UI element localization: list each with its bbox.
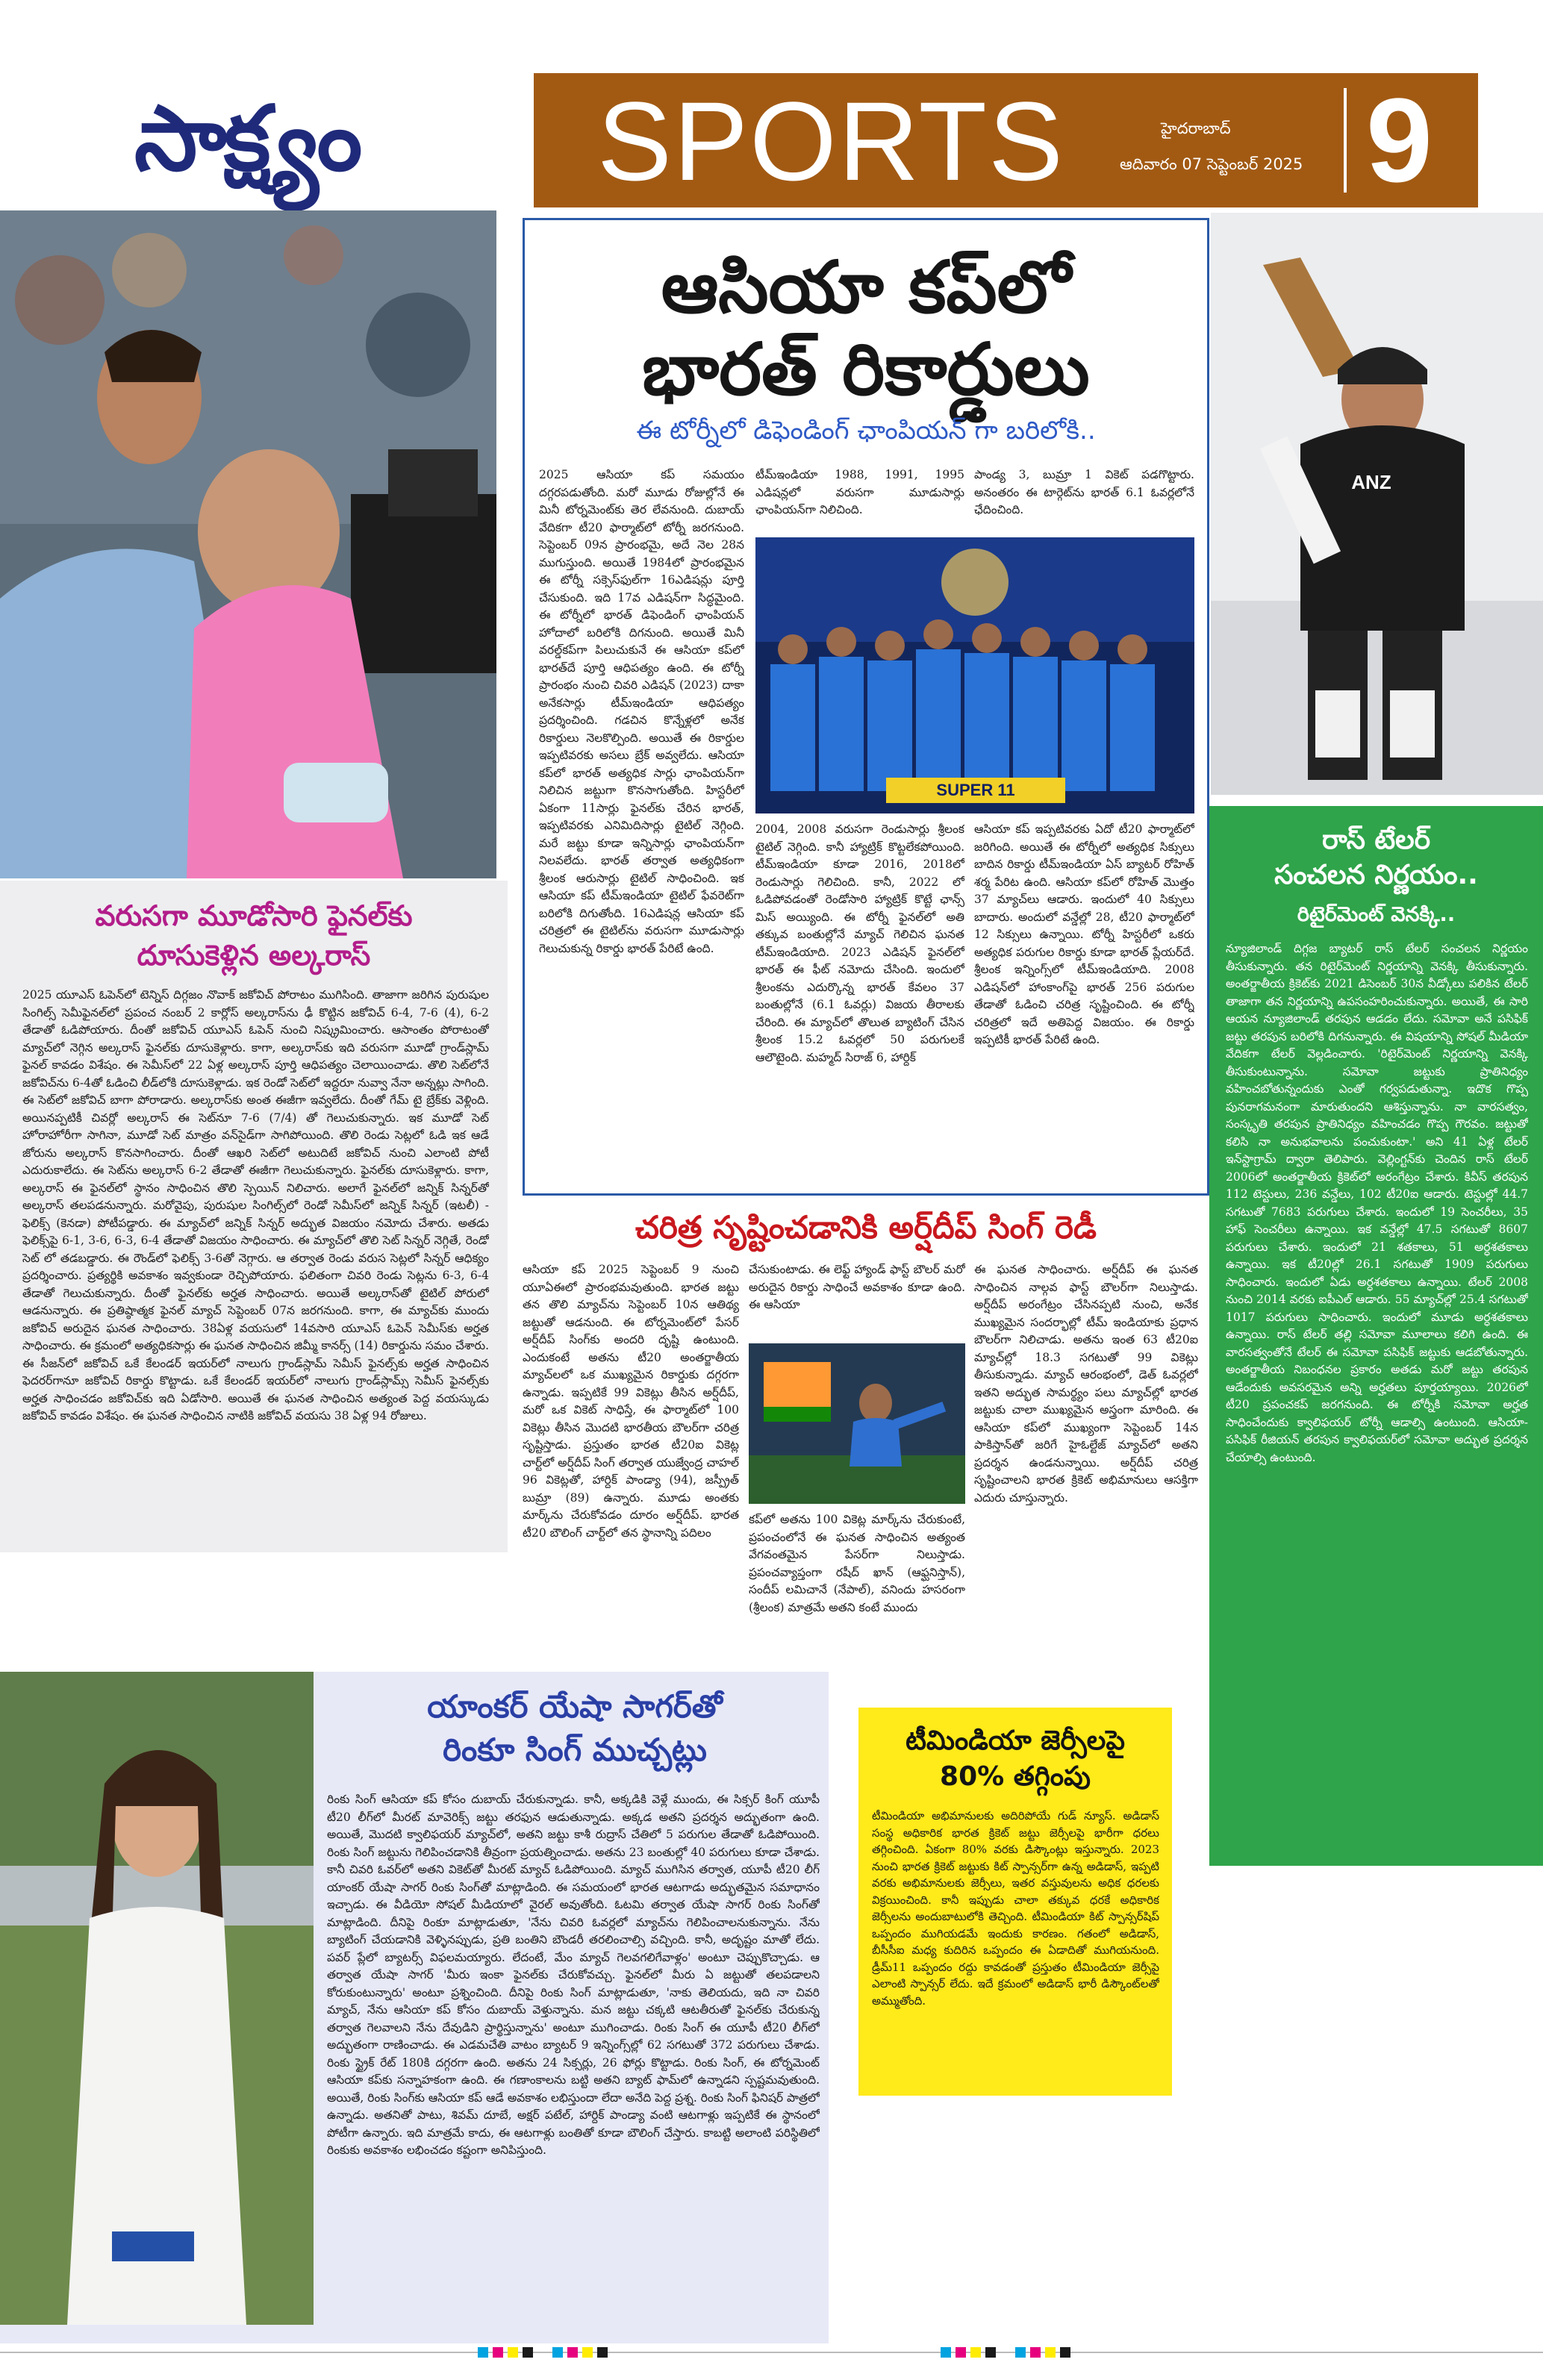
jersey-headline-line1: టీమిండియా జెర్సీలపై bbox=[905, 1725, 1125, 1756]
lead-col3-top-text: పాండ్య 3, బుమ్రా 1 వికెట్ పడగొట్టారు. అనంతరం ఈ టార్గెట్‌ను భారత్ 6.1 ఓవర్లలోనే ఛేదించింది. bbox=[974, 468, 1194, 516]
yesha-sagar-photo bbox=[0, 1672, 314, 2325]
yesha-headline-line1: యాంకర్ యేషా సాగర్‌తో bbox=[427, 1688, 723, 1725]
arshdeep-col2-top-text: చేసుకుంటాడు. ఈ లెఫ్ట్ హ్యాండ్ ఫాస్ట్ బౌలర్ మరో అరుదైన రికార్డు సాధించే అవకాశం కూడా ఉంది. ఈ ఆసియా bbox=[749, 1263, 965, 1311]
lead-column-3-top bbox=[974, 466, 1194, 534]
arshdeep-headline: చరిత్ర సృష్టించడానికి అర్ష్‌దీప్ సింగ్ రెడీ bbox=[635, 1209, 1097, 1246]
alcaraz-headline-line1: వరుసగా మూడోసారి ఫైనల్‌కు bbox=[95, 899, 413, 932]
lead-column-2-bottom bbox=[755, 821, 964, 1187]
ross-headline-line1: రాస్ టేలర్ bbox=[1321, 825, 1431, 855]
jersey-body-column bbox=[872, 1808, 1159, 2091]
lead-column-1 bbox=[539, 466, 744, 1183]
arshdeep-column-1 bbox=[523, 1261, 739, 1672]
lead-column-3-bottom bbox=[974, 821, 1194, 1187]
ross-body-column bbox=[1226, 940, 1528, 1858]
alcaraz-body-text: 2025 యూఎస్ ఓపెన్‌లో టెన్నిస్ దిగ్గజం నొవాక్ జకోవిచ్ పోరాటం ముగిసింది. తాజాగా జరిగిన పురుషుల సింగిల్స్ సెమీఫైనల్‌లో ప్రపంచ నంబర్ 2 కార్లోస్ అల్కరాస్‌ను ఢీ కొట్టిన జకోవిచ్ 6-4, 7-6 (4), 6-2 తేడాతో ఓడిపోయారు. దీంతో జకోవిచ్ యూఎస్ ఓపెన్ నుంచి నిష్క్రమించారు. ఆసాంతం పోరాటంతో మ్యాచ్‌లో నెగ్గిన అల్కరాస్ ఫైనల్‌కు దూసుకెళ్లారు. కాగా, అల్కరాస్‌కు ఇది వరుసగా మూడో గ్రాండ్‌స్లామ్ ఫైనల్ కావడం విశేషం. ఈ సెమీస్‌లో 22 ఏళ్ల అల్కరాస్ పూర్తి ఆధిపత్యం చెలాయించాడు. తొలి సెట్‌లోనే జకోవిచ్‌ను 6-4తో ఓడించి లీడ్‌లోకి దూసుకెళ్లాడు. ఇక రెండో సెట్‌లో ఇద్దరూ నువ్వా నేనా అన్నట్లు సాగింది. ఈ సెట్‌లో జకోవిచ్ బాగా పోరాడారు. అల్కరాస్‌కు అంత ఈజీగా ఇవ్వలేదు. దీంతో గేమ్ టై బ్రేక్‌కు వెళ్లింది. అయినప్పటికీ చివర్లో అల్కరాస్ ఈ సెట్‌నూ 7-6 (7/4) తో గెలుచుకున్నారు. ఇక మూడో సెట్ హోరాహోరీగా సాగినా, మూడో సెట్ మాత్రం వన్‌సైడ్‌గా సాగిపోయింది. తొలి రెండు సెట్లలో ఓడి ఇక ఆడే జోరును అల్కరాస్ కొనసాగించారు. దీంతో ఆఖరి సెట్‌లో అటుదిటే జకోవిచ్ నుంచి ఎలాంటి పోటీ ఎదురుకాలేదు. ఈ సెట్‌ను అల్కరాస్ 6-2 తేడాతో ఈజీగా గెలుచుకున్నారు. ఫైనల్‌కు దూసుకెళ్లారు. కాగా, అల్కరాస్ ఈ ఫైనల్‌లో స్థానం సాధించిన తొలి స్పెయిన్ నిలిచారు. అలాగే ఫైనల్‌లో జన్నిక్ సిన్నర్‌తో అల్కరాస్ తలపడనున్నారు. మరోవైపు, పురుషుల సింగిల్స్‌లో రెండో సెమీస్‌లో జన్నిక్ సిన్నర్ (ఇటలీ) - ఫెలిక్స్ (కెనడా) పోటీపడ్డారు. ఈ మ్యాచ్‌లో జన్నిక్ సిన్నర్ అద్భుత విజయం నమోదు చేశారు. అతడు ఫెలిక్స్‌పై 6-1, 3-6, 6-3, 6-4 తేడాతో విజయం సాధించారు. ఈ మ్యాచ్‌లో తొలి సెట్ సిన్నర్ నెగ్గితే, రెండో సెట్ లో తడబడ్డారు. ఈ రౌండ్‌లో ఫెలిక్స్ 3-6తో నెగ్గారు. ఆ తర్వాత రెండు వరుస సెట్లలో సిన్నర్ ఆధిక్యం ప్రదర్శించారు. ప్రత్యర్థికి అవకాశం ఇవ్వకుండా రెచ్చిపోయారు. ఫలితంగా చివరి రెండు సెట్లను 6-3, 6-4 తేడాతో గెలుచుకున్నారు. దీంతో ఫైనల్‌కు అర్హత సాధించారు. అయితే అల్కరాస్‌తో టైటిల్ పోరులో ఆడనున్నారు. ఈ ప్రతిష్ఠాత్మక ఫైనల్ మ్యాచ్ సెప్టెంబర్ 07న జరగనుంది. కాగా, ఈ మ్యాచ్‌కు ముందు జకోవిచ్ అరుదైన ఘనత సాధించారు. 38ఏళ్ల వయసులో 14వసారి యూఎస్ ఓపెన్ సెమీస్‌కు అర్హత సాధించారు. ఈ క్రమంలో అత్యధికసార్లు ఈ ఘనత సాధించిన జిమ్మీ కానర్స్ (14) రికార్డును సమం చేశారు. ఈ సీజన్‌లో జకోవిచ్ ఒకే కేలండర్ ఇయర్‌లో నాలుగు గ్రాండ్‌స్లామ్ సెమీస్ ఫైనల్స్‌కు అర్హత సాధించిన ఫెదరర్‌గానూ జకోవిచ్ రికార్డు కొట్టాడు. ఒకే కేలండర్ ఇయర్‌లో నాలుగు గ్రాండ్‌స్లామ్స్ సెమీస్ ఫైనల్స్‌కు అర్హత సాధించడం జకోవిచ్‌కు ఇది ఏడోసారి. అయితే ఈ ఘనత సాధించిన అత్యంత పెద్ద వయస్కుడు జకోవిచ్ కావడం విశేషం. ఈ ఘనత సాధించిన నాటికి జకోవిచ్ వయసు 38 ఏళ్ల 94 రోజులు. bbox=[22, 988, 489, 1422]
page-number: 9 bbox=[1366, 73, 1433, 207]
ross-headline-line2: సంచలన నిర్ణయం.. bbox=[1274, 860, 1478, 890]
jersey-body-text: టీమిండియా అభిమానులకు అదిరిపోయే గుడ్ న్యూస్. అడిడాస్ సంస్థ అధికారిక భారత క్రికెట్ జట్టు జెర్సీలపై భారీగా ధరలు తగ్గించింది. ఏకంగా 80% వరకు డిస్కౌంట్లు ఇస్తున్నారు. 2023 నుంచి భారత క్రికెట్ జట్టుకు కిట్ స్పాన్సర్‌గా ఉన్న అడిడాస్, ఇప్పటి వరకు అభిమానులకు జెర్సీలు, ఇతర వస్తువులను అధిక ధరలకు విక్రయించింది. కానీ ఇప్పుడు చాలా తక్కువ ధరకే అధికారిక జెర్సీలను అందుబాటులోకి తెచ్చింది. టీమిండియా కిట్ స్పాన్సర్‌షిప్ ఒప్పందం ముగియడమే ఇందుకు కారణం. గతంలో అడిడాస్, బీసీసీఐ మధ్య కుదిరిన ఒప్పందం ఈ ఏడాదితో ముగియనుంది. డ్రీమ్11 ఒప్పందం రద్దు కావడంతో ప్రస్తుతం టీమిండియా జెర్సీపై ఎలాంటి స్పాన్సర్ లేదు. ఇదే క్రమంలో అడిడాస్ భారీ డిస్కౌంట్‌లతో అమ్ముతోంది. bbox=[872, 1809, 1159, 2008]
ross-body-text: న్యూజిలాండ్ దిగ్గజ బ్యాటర్ రాస్ టేలర్ సంచలన నిర్ణయం తీసుకున్నారు. తన రిటైర్‌మెంట్ నిర్ణయాన్ని వెనక్కి తీసుకున్నారు. అంతర్జాతీయ క్రికెట్‌కు 2021 డిసెంబర్ 30న వీడ్కోలు పలికిన టేలర్ తాజాగా తన నిర్ణయాన్ని ఉపసంహరించుకున్నారు. అయితే, ఈ సారి ఆయన న్యూజిలాండ్ తరపున ఆడడం లేదు. సమోవా అనే పసిఫిక్ జట్టు తరపున బరిలోకి దిగనున్నారు. ఈ విషయాన్ని సోషల్ మీడియా వేదికగా టేలర్ వెల్లడించారు. 'రిటైర్‌మెంట్ నిర్ణయాన్ని వెనక్కి తీసుకుంటున్నాను. సమోవా జట్టుకు ప్రాతినిధ్యం వహించబోతున్నందుకు ఎంతో గర్వపడుతున్నా. ఇదొక గొప్ప పునరాగమనంగా మారుతుందని ఆశిస్తున్నాను. నా వారసత్వం, సంస్కృతి తరపున ప్రాతినిధ్యం వహించడం గొప్ప గౌరవం. జట్టుతో కలిసి నా అనుభవాలను పంచుకుంటా.' అని 41 ఏళ్ల టేలర్ ఇన్‌స్టాగ్రామ్ ద్వారా తెలిపారు. వెల్లింగ్టన్‌కు చెందిన రాస్ టేలర్ 2006లో అంతర్జాతీయ క్రికెట్‌లో అరంగేట్రం చేశారు. కివీస్ తరపున 112 టెస్టులు, 236 వన్డేలు, 102 టీ20ఐ ఆడారు. టెస్టుల్లో 44.7 సగటుతో 7683 పరుగులు చేశారు. ఇందులో 19 సెంచరీలు, 35 హాఫ్ సెంచరీలు ఉన్నాయి. ఇక వన్డేల్లో 47.5 సగటుతో 8607 పరుగులు చేశారు. ఇందులో 21 శతకాలు, 51 అర్ధశతకాలు ఉన్నాయి. ఇక టీ20ల్లో 26.1 సగటుతో 1909 పరుగులు సాధించారు. ఇందులో ఏడు అర్ధశతకాలు ఉన్నాయి. టేలర్ 2008 నుంచి 2014 వరకు ఐపీఎల్ ఆడారు. 55 మ్యాచ్‌ల్లో 25.4 సగటుతో 1017 పరుగులు సాధించారు. ఇందులో మూడు అర్ధశతకాలు ఉన్నాయి. రాస్ టేలర్ తల్లి సమోవా మూలాలు కలిగి ఉంది. ఈ వారసత్వంతోనే టేలర్ ఈ సమోవా పసిఫిక్ జట్టుకు ఆడబోతున్నారు. అంతర్జాతీయ నిబంధనల ప్రకారం అతడు మరో జట్టు తరపున ఆడేందుకు అవసరమైన అన్ని అర్హతలు పూర్తయ్యాయి. 2026లో టీ20 ప్రపంచకప్ జరగనుంది. ఈ టోర్నీకి సమోవా అర్హత సాధించేందుకు క్వాలిఫయర్ టోర్నీ ఆడాల్సి ఉంటుంది. ఆసియా-పసిఫిక్ రీజియన్ తరపున క్వాలిఫయర్‌లో సమోవా అద్భుత ప్రదర్శన చేయాల్సి ఉంటుంది. bbox=[1226, 942, 1528, 1464]
lead-deck: ఈ టోర్నీలో డిఫెండింగ్ ఛాంపియన్ గా బరిలోకి.. bbox=[636, 416, 1096, 446]
ross-deck: రిటైర్‌మెంట్ వెనక్కి.. bbox=[1297, 903, 1456, 926]
section-title: SPORTS bbox=[597, 78, 1065, 204]
lead-col1-text: 2025 ఆసియా కప్ సమయం దగ్గరపడుతోంది. మరో మూడు రోజుల్లోనే ఈ మినీ టోర్నమెంట్‌కు తెర లేవనుంది. దుబాయ్ వేదికగా టీ20 ఫార్మాట్‌లో టోర్నీ జరగనుంది. సెప్టెంబర్ 09న ప్రారంభమై, అదే నెల 28న ముగుస్తుంది. అయితే 1984లో ప్రారంభమైన ఈ టోర్నీ సక్సెస్‌ఫుల్‌గా 16ఎడిషన్లు పూర్తి చేసుకుంది. ఇది 17వ ఎడిషన్‌గా సిద్ధమైంది. ఈ టోర్నీలో భారత్ డిఫెండింగ్ ఛాంపియన్ హోదాలో బరిలోకి దిగనుంది. అయితే మినీ వరల్డ్‌కప్‌గా పిలుచుకునే ఈ ఆసియా కప్‌లో భారత్‌దే పూర్తి ఆధిపత్యం ఉంది. ఈ టోర్నీ ప్రారంభం నుంచి చివరి ఎడిషన్ (2023) దాకా అనేకసార్లు టీమ్‌ఇండియా ఆధిపత్యం ప్రదర్శించింది. గడచిన కొన్నేళ్లలో అనేక రికార్డులు నెలకొల్పింది. అయితే ఈ రికార్డుల ఇప్పటివరకు అసలు బ్రేక్ అవ్వలేదు. ఆసియా కప్‌లో భారత్ అత్యధిక సార్లు ఛాంపియన్‌గా నిలిచిన జట్టుగా కొనసాగుతోంది. హిస్టరీలో ఏకంగా 11సార్లు ఫైనల్‌కు చేరిన భారత్, ఇప్పటివరకు ఎనిమిదిసార్లు టైటిల్ నెగ్గింది. మరే జట్టు కూడా ఇన్నిసార్లు ఛాంపియన్‌గా నిలవలేదు. భారత్ తర్వాత అత్యధికంగా శ్రీలంక ఆరుసార్లు టైటిల్ సాధించింది. ఇక ఆసియా కప్ టీమ్‌ఇండియా టైటిల్ ఫేవరెట్‌గా బరిలోకి దిగుతోంది. 16ఎడిషన్ల ఆసియా కప్ చరిత్రలో ఈ టైటిల్‌ను వరుసగా మూడుసార్లు గెలుచుకున్న రికార్డు భారత్ పేరిటే ఉంది. bbox=[539, 468, 744, 955]
alcaraz-headline-line2: దూసుకెళ్లిన అల్కరాస్ bbox=[137, 939, 371, 972]
lead-col3-bottom-text: ఆసియా కప్ ఇప్పటివరకు ఏదో టీ20 ఫార్మాట్‌లో జరిగింది. అయితే ఈ టోర్నీలో అత్యధిక సిక్సులు బాదిన రికార్డు టీమ్‌ఇండియా ఏస్ బ్యాటర్ రోహిత్ శర్మ పేరిట ఉంది. ఆసియా కప్‌లో రోహిత్ మొత్తం 37 మ్యాచ్‌లు ఆడారు. ఇందులో 40 సిక్సులు బాదారు. అందులో వన్డేల్లో 28, టీ20 ఫార్మాట్‌లో 12 సిక్సులు ఉన్నాయి. టోర్నీ హిస్టరీలో ఒకరు అత్యధిక పరుగుల రికార్డు కూడా భారత్ ప్లేయర్‌దే. శ్రీలంక ఇన్నింగ్స్‌లో టీమ్‌ఇండియాది. 2008 ఎడిషన్‌లో హాంకాంగ్‌పై భారత్ 256 పరుగుల తేడాతో ఓడించి చరిత్ర సృష్టించింది. ఈ టోర్నీ చరిత్రలో ఇదే అతిపెద్ద విజయం. ఈ రికార్డు ఇప్పటికీ భారత్ పేరిటే ఉంది. bbox=[974, 822, 1194, 1046]
lead-col2-bottom-text: 2004, 2008 వరుసగా రెండుసార్లు శ్రీలంక టైటిల్ నెగ్గింది. కానీ హ్యాట్రిక్ కొట్టలేకపోయింది. టీమ్‌ఇండియా కూడా 2016, 2018లో రెండుసార్లు గెలిచింది. కానీ, 2022 లో ఓడిపోవడంతో రెండోసారి హ్యాట్రిక్ కొట్టే ఛాన్స్ మిస్ అయ్యింది. ఈ టోర్నీ ఫైనల్‌లో అతి తక్కువ బంతుల్లోనే మ్యాచ్ గెలిచిన ఘనత టీమ్‌ఇండియాది. 2023 ఎడిషన్ ఫైనల్‌లో భారత్ ఈ ఫీట్ నమోదు చేసింది. ఇందులో శ్రీలంకను ఎదుర్కొన్న భారత్ కేవలం 37 బంతుల్లోనే (6.1 ఓవర్లు) విజయ తీరాలకు చేరింది. ఈ మ్యాచ్‌లో తొలుత బ్యాటింగ్ చేసిన శ్రీలంక 15.2 ఓవర్లలో 50 పరుగులకే ఆలౌటైంది. మహ్మద్ సిరాజ్ 6, హార్దిక్ bbox=[755, 822, 964, 1064]
edition-date: ఆదివారం 07 సెప్టెంబర్ 2025 bbox=[1120, 155, 1303, 173]
lead-column-2-top bbox=[755, 466, 964, 534]
yesha-headline-line2: రింకూ సింగ్ ముచ్చట్లు bbox=[443, 1731, 707, 1768]
team-india-trophy-photo bbox=[755, 537, 1194, 813]
alcaraz-body-column bbox=[22, 987, 489, 1546]
jersey-headline-line2: 80% తగ్గింపు bbox=[940, 1761, 1091, 1792]
arshdeep-col2-bottom-text: కప్‌లో అతను 100 వికెట్ల మార్క్‌ను చేరుకుంటే, ప్రపంచంలోనే ఈ ఘనత సాధించిన అత్యంత వేగవంతమైన పేసర్‌గా నిలుస్తాడు. ప్రపంచవ్యాప్తంగా రషీద్ ఖాన్ (ఆఫ్ఘనిస్తాన్), సందీప్ లమిచానే (నేపాల్), వనిందు హసరంగా (శ్రీలంక) మాత్రమే అతని కంటే ముందు bbox=[749, 1513, 965, 1614]
lead-headline-line2: భారత్ రికార్డులు bbox=[642, 328, 1090, 411]
arshdeep-column-3 bbox=[974, 1261, 1198, 1672]
edition-city: హైదరాబాద్ bbox=[1161, 119, 1231, 137]
alcaraz-djokovic-hug-photo bbox=[0, 210, 496, 878]
photo-banner-text: SUPER 11 bbox=[936, 781, 1015, 799]
newspaper-logo: సాక్ష్యం bbox=[134, 87, 360, 191]
arshdeep-col3-text: ఈ ఘనత సాధించారు. అర్ష్‌దీప్ ఈ ఘనత సాధించిన నాల్గవ ఫాస్ట్ బౌలర్‌గా నిలుస్తాడు. అర్ష్‌దీప్ అరంగేట్రం చేసినప్పటి నుంచి, అనేక ముఖ్యమైన సందర్భాల్లో టీమ్ ఇండియాకు ప్రధాన బౌలర్‌గా నిలిచాడు. అతను ఇంత 63 టీ20ఐ మ్యాచ్‌ల్లో 18.3 సగటుతో 99 వికెట్లు తీసుకున్నాడు. మ్యాచ్ ఆరంభంలో, డెత్ ఓవర్లలో ఇతని అద్భుత సామర్థ్యం పలు మ్యాచ్‌ల్లో భారత జట్టుకు చాలా ముఖ్యమైన అస్త్రంగా మారింది. ఈ ఆసియా కప్‌లో ముఖ్యంగా సెప్టెంబర్ 14న పాకిస్తాన్‌తో జరిగే హైఓల్టేజ్ మ్యాచ్‌లో అతని ప్రదర్శన ఉండనున్నాయి. అర్ష్‌దీప్ చరిత్ర సృష్టించాలని భారత క్రికెట్ అభిమానులు ఆసక్తిగా ఎదురు చూస్తున్నారు. bbox=[974, 1263, 1198, 1505]
lead-col2-top-text: టీమ్‌ఇండియా 1988, 1991, 1995 ఎడిషన్లలో వరుసగా మూడుసార్లు ఛాంపియన్‌గా నిలిచింది. bbox=[755, 468, 964, 516]
arshdeep-column-2-top bbox=[749, 1261, 965, 1336]
shirt-sponsor-text: ANZ bbox=[1351, 471, 1391, 493]
masthead-divider bbox=[1344, 88, 1347, 193]
arshdeep-col1-text: ఆసియా కప్ 2025 సెప్టెంబర్ 9 నుంచి యూఏఈలో ప్రారంభమవుతుంది. భారత జట్టు తన తొలి మ్యాచ్‌ను సెప్టెంబర్ 10న ఆతిథ్య జట్టుతో ఆడనుంది. ఈ టోర్నమెంట్‌లో పేసర్ అర్ష్‌దీప్ సింగ్‌కు అందరి దృష్టి ఉంటుంది. ఎందుకంటే అతను టీ20 అంతర్జాతీయ మ్యాచ్‌లలో ఒక ముఖ్యమైన రికార్డుకు దగ్గరగా ఉన్నాడు. ఇప్పటికే 99 వికెట్లు తీసిన అర్ష్‌దీప్, మరో ఒక వికెట్ సాధిస్తే, ఈ ఫార్మాట్‌లో 100 వికెట్లు తీసిన మొదటి భారతీయ బౌలర్‌గా చరిత్ర సృష్టిస్తాడు. ప్రస్తుతం భారత టీ20ఐ వికెట్ల చార్ట్‌లో అర్ష్‌దీప్ సింగ్ తర్వాత యుజ్వేంద్ర చాహల్ 96 వికెట్లతో, హార్దిక్ పాండ్యా (94), జస్ప్రీత్ బుమ్రా (89) ఉన్నారు. మూడు అంతకు మార్క్‌ను చేరుకోవడం దూరం అర్ష్‌దీప్. భారత టీ20 బౌలింగ్ చార్ట్‌లో తన స్థానాన్ని పదిలం bbox=[523, 1263, 739, 1540]
yesha-body-column bbox=[327, 1791, 820, 2321]
printer-registration-strip bbox=[0, 2325, 1543, 2380]
arshdeep-column-2-bottom bbox=[749, 1511, 965, 1672]
lead-headline-line1: ఆసియా కప్‌లో bbox=[661, 246, 1071, 329]
ross-taylor-photo bbox=[1211, 213, 1543, 795]
yesha-body-text: రింకు సింగ్ ఆసియా కప్ కోసం దుబాయ్ చేరుకున్నాడు. కానీ, అక్కడికి వెళ్లే ముందు, ఈ సిక్సర్ కింగ్ యూపీ టీ20 లీగ్‌లో మీరట్ మావెరిక్స్ జట్టు తరఫున ఆడుతున్నాడు. అక్కడ అతని ప్రదర్శన అద్భుతంగా ఉంది. అయితే, మొదటి క్వాలిఫయర్ మ్యాచ్‌లో, అతని జట్టు కాశీ రుద్రాస్ చేతిలో 5 పరుగుల తేడాతో ఓడిపోయింది. రింకు సింగ్ జట్టును గెలిపించడానికి తీవ్రంగా ప్రయత్నించాడు. అతను 23 బంతుల్లో 40 పరుగులు కూడా చేశాడు. కానీ చివరి ఓవర్‌లో అతని వికెట్‌తో మీరట్ మ్యాచ్ ఓడిపోయింది. మ్యాచ్ ముగిసిన తర్వాత, యూపీ టీ20 లీగ్ యాంకర్ యేషా సాగర్ రింకు సింగ్‌తో మాట్లాడింది. ఈ సమయంలో భారత ఆటగాడు అద్భుతమైన సమాధానం ఇచ్చాడు. ఈ వీడియో సోషల్ మీడియాలో వైరల్ అవుతోంది. ఓటమి తర్వాత యేషా సాగర్ రింకు సింగ్‌తో మాట్లాడింది. దీనిపై రింకూ మాట్లాడుతూ, 'నేను చివరి ఓవర్లలో మ్యాచ్‌ను గెలిపించాలనుకున్నాను. నేను బ్యాటింగ్ చేయడానికి వెళ్ళినప్పుడు, ప్రతి బంతిని బౌండరీ తరలించాల్సి వచ్చింది. కానీ, అదృష్టం మాతో లేదు. పవర్ ప్లేలో బ్యాటర్స్ విఫలమయ్యారు. లేదంటే, మేం మ్యాచ్ గెలవగలిగేవాళ్లం' అంటూ చెప్పుకొచ్చాడు. ఆ తర్వాత యేషా సాగర్ 'మీరు ఇంకా ఫైనల్‌కు చేరుకోవచ్చు. ఫైనల్‌లో మీరు ఏ జట్టుతో తలపడాలని కోరుకుంటున్నారు' అంటూ ప్రశ్నించింది. దీనిపై రింకు సింగ్ మాట్లాడుతూ, 'నాకు తెలియదు, ఇది నా చివరి మ్యాచ్, నేను ఆసియా కప్ కోసం దుబాయ్ వెళ్తున్నాను. మన జట్టు చక్కటి ఆటతీరుతో ఫైనల్‌కు చేరుకున్న తర్వాత గెలవాలని నేను దేవుడిని ప్రార్థిస్తున్నాను' అంటూ ముగించాడు. రింకు సింగ్ ఈ యూపీ టీ20 లీగ్‌లో అద్భుతంగా రాణించాడు. ఈ ఎడమచేతి వాటం బ్యాటర్ 9 ఇన్నింగ్స్‌ల్లో 62 సగటుతో 372 పరుగులు చేశాడు. రింకు స్ట్రైక్ రేట్ 180కి దగ్గరగా ఉంది. అతను 24 సిక్సర్లు, 26 ఫోర్లు కొట్టాడు. రింకు సింగ్, ఈ టోర్నమెంట్ ఆసియా కప్‌కు సన్నాహకంగా ఉంది. ఈ గణాంకాలను బట్టి అతని బ్యాట్ ఫామ్‌లో ఉన్నాడని స్పష్టమవుతుంది. అయితే, రింకు సింగ్‌కు ఆసియా కప్ ఆడే అవకాశం లభిస్తుందా లేదా అనేది పెద్ద ప్రశ్న. రింకు సింగ్ ఫినిషర్ పాత్రలో ఉన్నాడు. అతనితో పాటు, శివమ్ దూబే, అక్షర్ పటేల్, హార్దిక్ పాండ్యా వంటి ఆటగాళ్లు ఇప్పటికే ఈ స్థానంలో పోటీగా ఉన్నారు. ఇది మాత్రమే కాదు, ఈ ఆటగాళ్లు బంతితో కూడా బౌలింగ్ చేస్తారు. కాబట్టి అలాంటి పరిస్థితిలో రింకుకు అవకాశం లభించడం కష్టంగా అనిపిస్తుంది. bbox=[327, 1793, 820, 2157]
arshdeep-celebration-photo bbox=[749, 1343, 965, 1504]
